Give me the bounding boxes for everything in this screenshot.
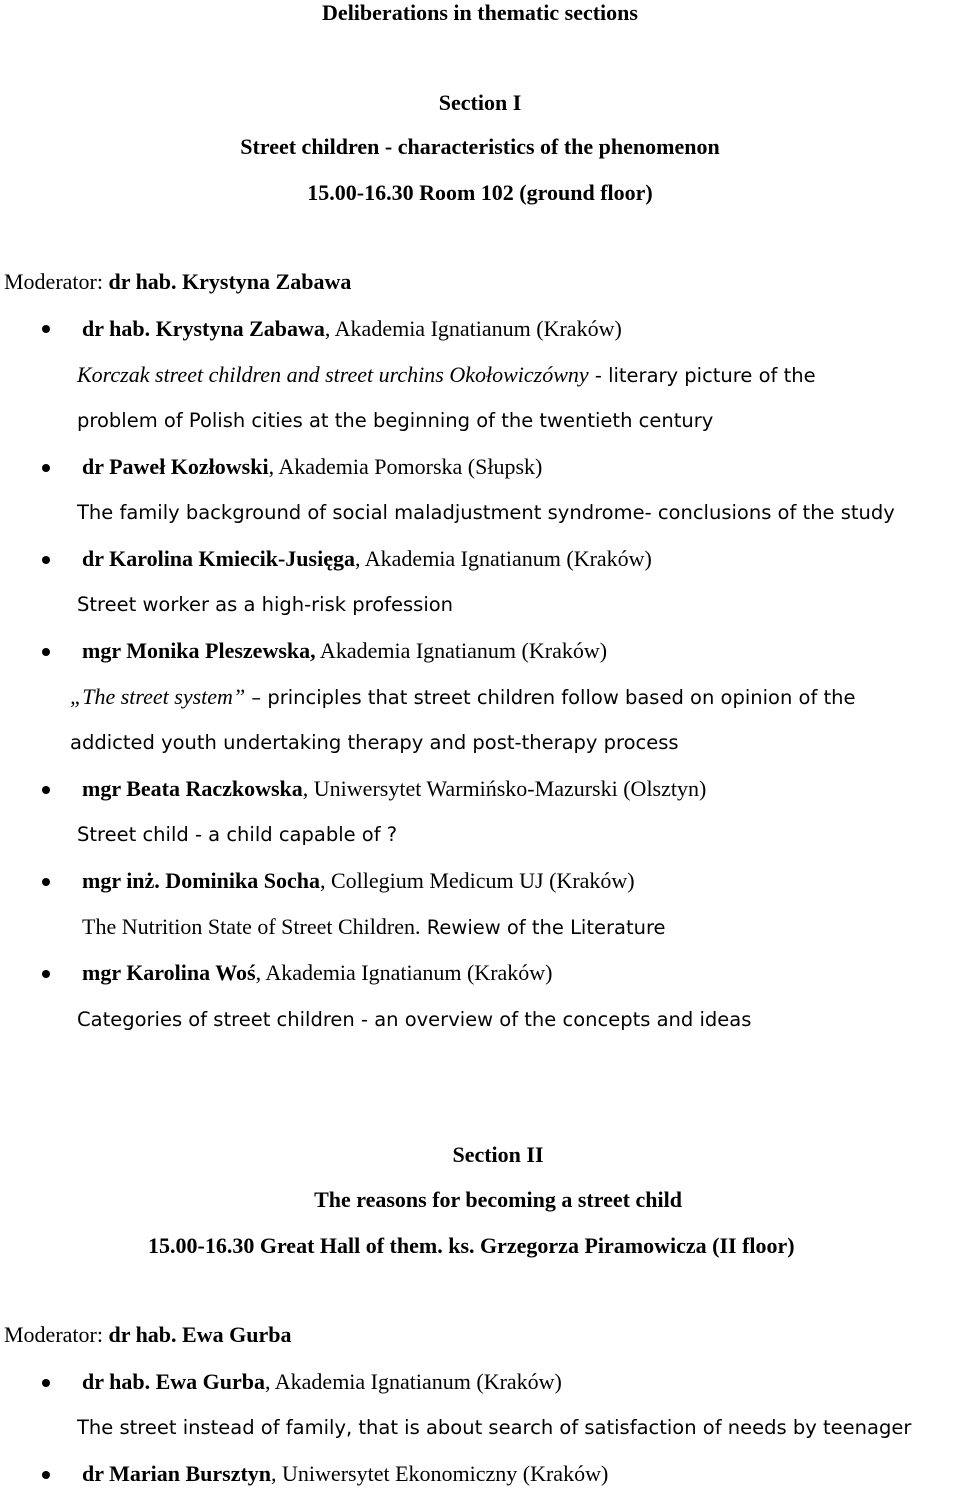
talk-affiliation: , Akademia Ignatianum (Kraków) — [324, 316, 622, 341]
talk-7-title: Categories of street children - an overview of the concepts and ideas — [77, 1008, 752, 1031]
section-1-title: Street children - characteristics of the phenomenon — [240, 134, 720, 159]
bullet-icon — [42, 464, 50, 472]
section-1-time-room: 15.00-16.30 Room 102 (ground floor) — [307, 180, 653, 205]
talk-speaker: mgr inż. Dominika Socha — [82, 868, 320, 893]
bullet-icon — [42, 1379, 50, 1387]
section-2-title: The reasons for becoming a street child — [314, 1187, 682, 1212]
s2-talk-1-title: The street instead of family, that is about search of satisfaction of needs by teenager — [77, 1416, 912, 1439]
talk-speaker: mgr Beata Raczkowska — [82, 776, 303, 801]
section-2-time-room: 15.00-16.30 Great Hall of them. ks. Grzegorza Piramowicza (II floor) — [148, 1233, 795, 1258]
talk-affiliation: , Collegium Medicum UJ (Kraków) — [319, 868, 635, 893]
talk-4-speaker-line — [82, 638, 960, 664]
moderator-prefix: Moderator: — [4, 1322, 109, 1347]
talk-affiliation: , Uniwersytet Warmińsko-Mazurski (Olsztyn) — [302, 776, 707, 801]
section-2-label: Section II — [452, 1142, 544, 1167]
talk-affiliation: , Akademia Ignatianum (Kraków) — [264, 1369, 562, 1394]
talk-speaker: mgr Karolina Woś — [82, 960, 256, 985]
talk-title-italic: „The street system” — [70, 684, 246, 709]
talk-speaker: dr hab. Krystyna Zabawa — [82, 316, 325, 341]
talk-title-italic: Korczak street children and street urchins Okołowiczówny — [77, 362, 589, 387]
talk-speaker: dr Paweł Kozłowski — [82, 454, 269, 479]
s2-talk-1-speaker-line — [82, 1369, 960, 1395]
s2-talk-2-speaker-line — [82, 1461, 960, 1487]
talk-6-title-line — [82, 914, 960, 941]
talk-affiliation: , Akademia Ignatianum (Kraków) — [354, 546, 652, 571]
moderator-name: dr hab. Ewa Gurba — [108, 1322, 292, 1347]
talk-title-part-b: Rewiew of the Literature — [420, 916, 666, 939]
moderator-prefix: Moderator: — [4, 269, 109, 294]
talk-speaker: dr Karolina Kmiecik-Jusięga — [82, 546, 355, 571]
talk-title-part-a: The Nutrition State of Street Children. — [82, 914, 421, 939]
talk-4-title-line-2: addicted youth undertaking therapy and post-therapy process — [70, 731, 679, 754]
page-heading: Deliberations in thematic sections — [322, 0, 638, 25]
talk-1-title-line-2: problem of Polish cities at the beginning of the twentieth century — [77, 409, 714, 432]
talk-title-rest: – principles that street children follow based on opinion of the — [245, 686, 856, 709]
talk-title-rest: - literary picture of the — [588, 364, 816, 387]
talk-affiliation: , Uniwersytet Ekonomiczny (Kraków) — [271, 1461, 609, 1486]
talk-1-title-line — [77, 362, 960, 389]
talk-4-title-line — [70, 684, 960, 711]
talk-7-speaker-line — [82, 960, 960, 986]
section-1-label: Section I — [438, 90, 522, 115]
bullet-icon — [42, 325, 50, 333]
talk-2-title: The family background of social maladjustment syndrome- conclusions of the study — [77, 501, 895, 524]
talk-speaker: mgr Monika Pleszewska, — [82, 638, 316, 663]
talk-5-speaker-line — [82, 776, 960, 802]
talk-6-speaker-line — [82, 868, 960, 894]
talk-affiliation: Akademia Ignatianum (Kraków) — [315, 638, 608, 663]
talk-3-speaker-line — [82, 546, 960, 572]
bullet-icon — [42, 878, 50, 886]
talk-2-speaker-line — [82, 454, 960, 480]
section-1-moderator — [4, 269, 960, 295]
talk-3-title: Street worker as a high-risk profession — [77, 593, 454, 616]
talk-speaker: dr Marian Bursztyn — [82, 1461, 272, 1486]
bullet-icon — [42, 970, 50, 978]
talk-affiliation: , Akademia Ignatianum (Kraków) — [255, 960, 553, 985]
bullet-icon — [42, 786, 50, 794]
bullet-icon — [42, 648, 50, 656]
talk-speaker: dr hab. Ewa Gurba — [82, 1369, 265, 1394]
talk-1-speaker-line — [82, 316, 960, 342]
bullet-icon — [42, 1471, 50, 1479]
moderator-name: dr hab. Krystyna Zabawa — [108, 269, 352, 294]
section-2-moderator — [4, 1322, 960, 1348]
talk-affiliation: , Akademia Pomorska (Słupsk) — [268, 454, 543, 479]
bullet-icon — [42, 556, 50, 564]
talk-5-title: Street child - a child capable of ? — [77, 823, 398, 846]
